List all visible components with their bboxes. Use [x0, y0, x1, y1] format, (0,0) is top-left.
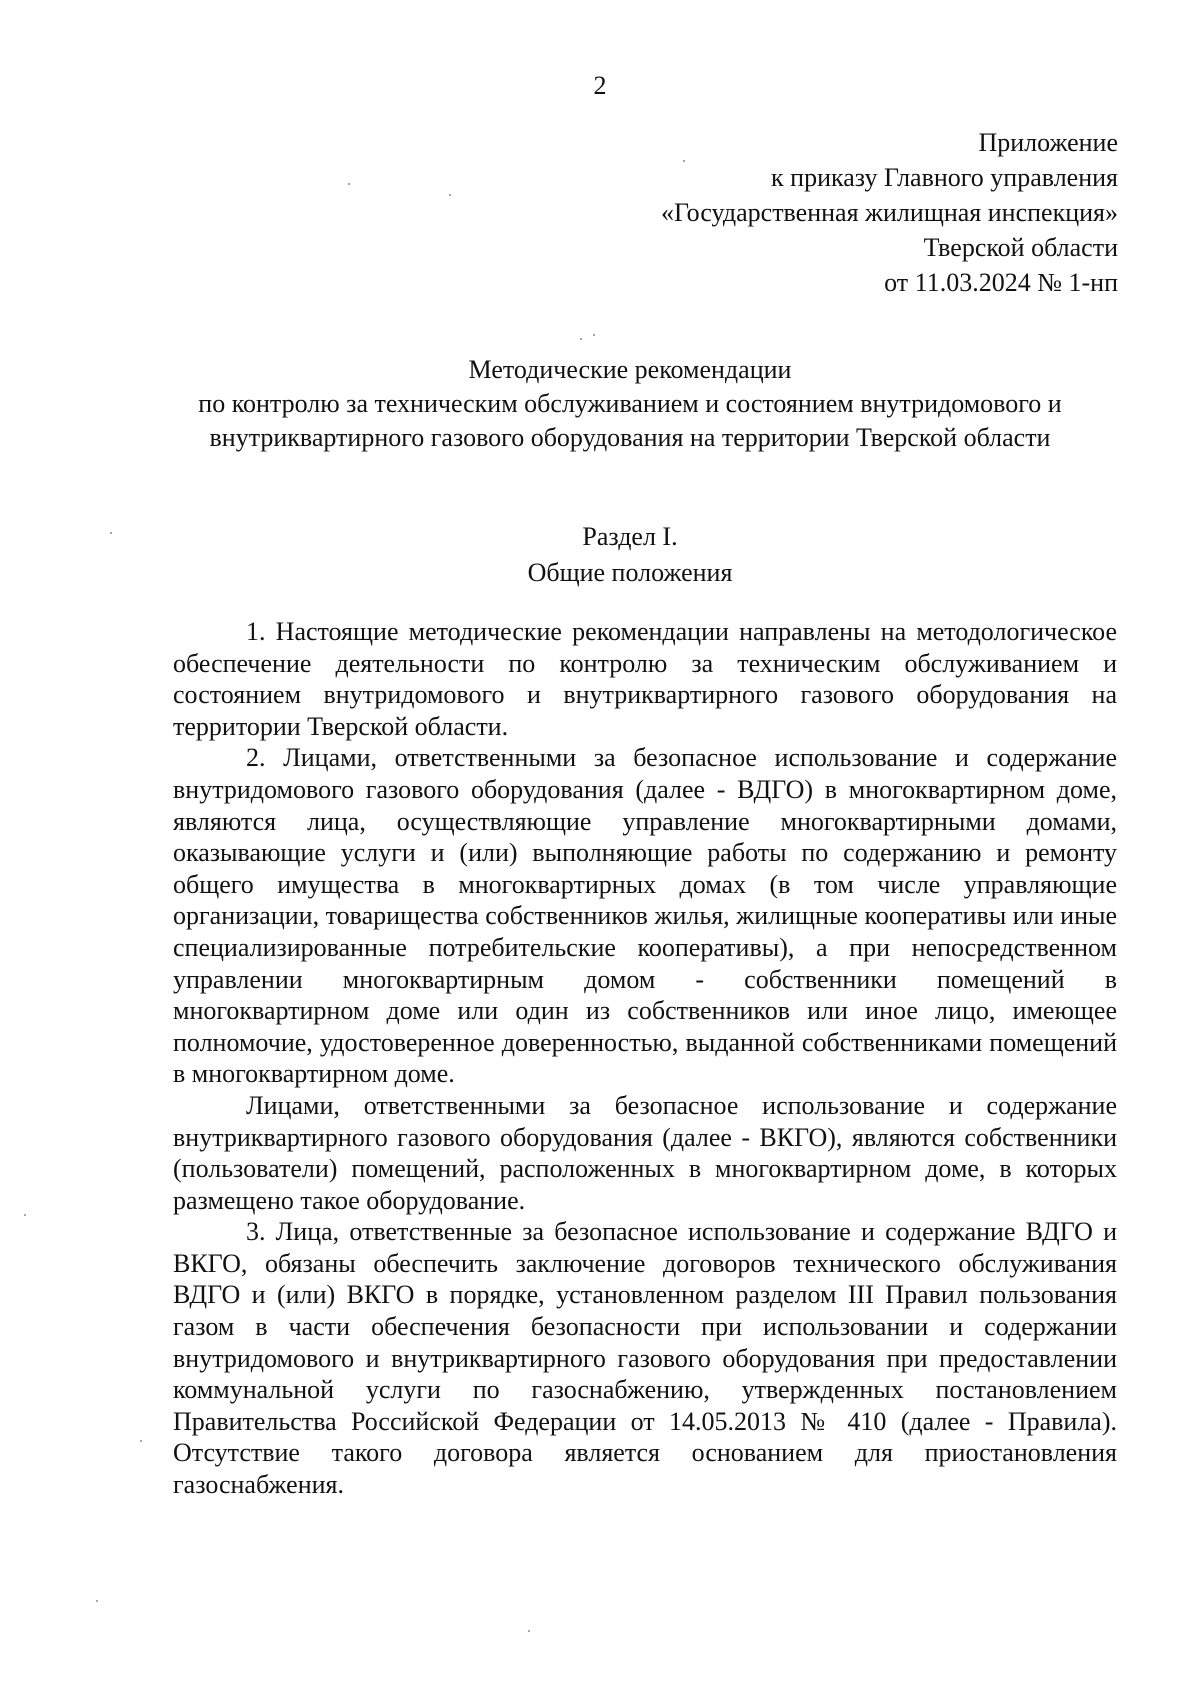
- body-text: [173, 616, 1117, 1501]
- title-line: по контролю за техническим обслуживанием и состоянием внутридомового и: [198, 389, 1062, 418]
- section-number: Раздел I.: [582, 522, 678, 551]
- scan-speck: [96, 1600, 98, 1602]
- scan-speck: [348, 183, 350, 185]
- appendix-line: «Государственная жилищная инспекция»: [660, 198, 1118, 227]
- appendix-line: к приказу Главного управления: [771, 163, 1118, 192]
- scan-speck: [140, 1440, 142, 1442]
- appendix-line: Приложение: [978, 128, 1118, 157]
- document-title: [150, 353, 1110, 455]
- appendix-block: [518, 125, 1118, 300]
- paragraph: 1. Настоящие методические рекомендации направлены на методологическое обеспечение деятельности по контролю за техническим обслуживанием и состоянием внутридомового и внутриквартирного газового оборудования на территории Тверской области.: [173, 617, 1117, 741]
- appendix-line: Тверской области: [923, 233, 1118, 262]
- section-name: Общие положения: [527, 558, 733, 587]
- title-line: внутриквартирного газового оборудования на территории Тверской области: [209, 423, 1051, 452]
- paragraph: 2. Лицами, ответственными за безопасное использование и содержание внутридомового газового оборудования (далее - ВДГО) в многоквартирном доме, являются лица, осуществляющие управление многоквартирными домами, оказывающие услуги и (или) выполняющие работы по содержанию и ремонту общего имущества в многоквартирных домах (в том числе управляющие организации, товарищества собственников жилья, жилищные кооперативы или иные специализированные потребительские кооперативы), а при непосредственном управлении многоквартирным домом - собственники помещений в многоквартирном доме или один из собственников или иное лицо, имеющее полномочие, удостоверенное доверенностью, выданной собственниками помещений в многоквартирном доме.: [173, 743, 1117, 1089]
- section-heading: [150, 519, 1110, 591]
- paragraph: Лицами, ответственными за безопасное использование и содержание внутриквартирного газового оборудования (далее - ВКГО), являются собственники (пользователи) помещений, расположенных в многоквартирном доме, в которых размещено такое оборудование.: [173, 1090, 1117, 1215]
- scan-speck: [580, 338, 582, 340]
- scan-speck: [24, 1214, 26, 1216]
- scan-speck: [449, 194, 451, 196]
- scan-speck: [593, 334, 595, 336]
- paragraph: 3. Лица, ответственные за безопасное использование и содержание ВДГО и ВКГО, обязаны обеспечить заключение договоров технического обслуживания ВДГО и (или) ВКГО в порядке, установленном разделом III Правил пользования газом в части обеспечения безопасности при использовании и содержании внутридомового и внутриквартирного газового оборудования при предоставлении коммунальной услуги по газоснабжению, утвержденных постановлением Правительства Российской Федерации от 14.05.2013 № 410 (далее - Правила). Отсутствие такого договора является основанием для приостановления газоснабжения.: [173, 1217, 1117, 1500]
- scan-speck: [683, 160, 685, 162]
- page-number: 2: [593, 71, 607, 100]
- scan-speck: [110, 532, 112, 534]
- scan-speck: [528, 1630, 530, 1632]
- title-line: Методические рекомендации: [468, 355, 792, 384]
- appendix-date-line: от 11.03.2024 № 1-нп: [884, 268, 1118, 297]
